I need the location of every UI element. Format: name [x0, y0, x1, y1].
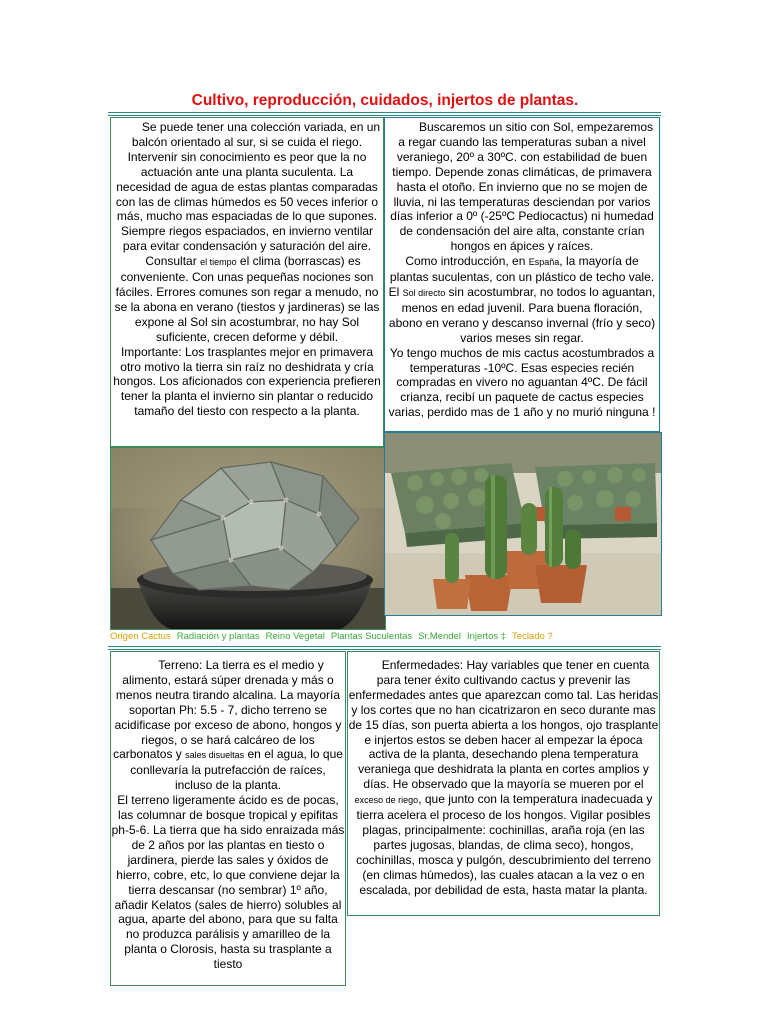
- link-radiacion-plantas[interactable]: Radiación y plantas: [176, 631, 260, 642]
- link-el-tiempo[interactable]: el tiempo: [200, 257, 237, 268]
- divider-top: [108, 112, 661, 113]
- right-paragraph-2: [386, 254, 658, 345]
- link-plantas-suculentas[interactable]: Plantas Suculentas: [330, 631, 413, 642]
- left-paragraph-1: Se puede tener una colección variada, en un balcón orientado al sur, si se cuida el riego. Intervenir sin conocimiento es peor que la no actuación ante una planta suculenta. La necesidad de agua de estas plantas comparadas con las de climas húmedos es 50 veces inferior o más, mucho mas espaciadas de lo que supones. Siempre riegos espaciados, en invierno ventilar para evitar condensación y saturación del aire.: [115, 120, 381, 254]
- page-title: Cultivo, reproducción, cuidados, injertos de plantas.: [191, 92, 579, 109]
- divider-bottom: [108, 646, 661, 647]
- link-exceso-de-riego[interactable]: exceso de riego: [354, 795, 419, 806]
- terreno-paragraph-1-text-a: Terreno: La tierra es el medio y alimento, estará súper drenada y más o menos neutra tirando alcalina. La mayoría soportan Ph: 5.5 - 7, dicho terreno se acidificase por exceso de abono, hongos y riegos, o se hará calcáreo de los carbonatos y: [113, 658, 342, 762]
- divider-bottom-inner: [108, 649, 661, 650]
- right-paragraph-3: Yo tengo muchos de mis cactus acostumbrados a temperaturas -10ºC. Esas especies recién compradas en vivero no aguantan 4ºC. De fácil crianza, recibí un paquete de cactus especies varias, perdido mas de 1 año y no murió ninguna !: [388, 345, 656, 420]
- terreno-cell: [110, 651, 346, 986]
- left-text-cell: [110, 117, 384, 447]
- enfermedades-paragraph-1-text-a: Enfermedades: Hay variables que tener en cuenta para tener éxito cultivando cactus y prevenir las enfermedades antes que aparezcan como tal. Las heridas y los cortes que no han cicatrizaron en seco durante mas de 15 días, son puerta abierta a los hongos, ojo trasplante e injertos estos se deben hacer al empezar la época activa de la planta, desechando plena temperatura veraniega que deshidrata la planta en cortes amplios y días. He observado que la mayoría se mueren por el: [348, 658, 659, 792]
- terreno-paragraph-1: [111, 658, 345, 793]
- link-reino-vegetal[interactable]: Reino Vegetal: [265, 631, 325, 642]
- link-sales-disueltas[interactable]: sales disueltas: [185, 750, 245, 761]
- right-paragraph-1: Buscaremos un sitio con Sol, empezaremos a regar cuando las temperaturas suban a nivel veraniego, 20º a 30ºC. con estabilidad de buen tiempo. Depende zonas climáticas, de primavera hasta el otoño. En invierno que no se mojen de lluvia, ni las temperaturas desciendan por varios días inferior a 0º (-25ºC Pediocactus) ni humedad de condensación del aire alta, constante crían hongos en ápices y raíces.: [390, 120, 654, 254]
- left-paragraph-2: [112, 254, 382, 344]
- link-origen-cactus[interactable]: Origen Cactus: [110, 631, 171, 642]
- left-paragraph-2-text-a: Consultar: [145, 254, 201, 269]
- link-espana[interactable]: España: [528, 257, 560, 268]
- enfermedades-cell: [347, 651, 660, 916]
- cactus-photo-left: [110, 447, 386, 630]
- divider-top-inner: [108, 115, 661, 116]
- cactus-trays-photo: [384, 432, 662, 616]
- terreno-paragraph-2: El terreno ligeramente ácido es de pocas, las columnar de bosque tropical y epifitas ph-5-6. La tierra que ha sido enraizada más de 2 años por las plantas en tiesto o jardinera, pierde las sales y óxidos de hierro, cobre, etc, lo que conviene dejar la tierra descansar (no sembrar) 1º año, añadir Kelatos (sales de hierro) solubles al agua, aparte del abono, para que su falta no produzca parálisis y amarilleo de la planta o Clorosis, hasta su trasplante a tiesto: [111, 793, 345, 972]
- right-paragraph-2-text-b: , la mayoría de plantas suculentas, con un plástico de techo vale. El: [388, 254, 655, 299]
- right-paragraph-2-text-c: sin acostumbrar, no todos lo aguantan, menos en edad juvenil. Para buena floración, abono en verano y descanso invernal (frío y seco) varios meses sin regar.: [388, 284, 656, 345]
- link-injertos[interactable]: Injertos ‡: [466, 631, 507, 642]
- link-teclado[interactable]: Teclado ?: [512, 631, 553, 642]
- link-sol-directo[interactable]: Sol directo: [402, 287, 446, 298]
- link-bar: [110, 631, 662, 642]
- right-paragraph-2-text-a: Como introducción, en: [405, 254, 529, 269]
- right-text-cell: [384, 117, 660, 432]
- terreno-paragraph-1-text-b: en el agua, lo que conllevaría la putrefacción de raíces, incluso de la planta.: [130, 747, 343, 793]
- enfermedades-paragraph-1: [348, 658, 659, 898]
- left-paragraph-3: Importante: Los trasplantes mejor en primavera otro motivo la tierra sin raíz no deshidrata y cría hongos. Los aficionados con experiencia prefieren tener la planta el invierno sin plantar o reducido tamaño del tiesto con respecto a la planta.: [113, 344, 381, 419]
- enfermedades-paragraph-1-text-b: , que junto con la temperatura inadecuada y tierra acelera el proceso de los hongos. Vigilar posibles plagas, principalmente: cochinillas, araña roja (en las partes jugosas, blandas, de clima seco), hongos, cochinillas, mosca y pulgón, descubrimiento del terreno (en climas húmedos), las cuales atacan a la vez o en escalada, por debilidad de esta, hasta matar la planta.: [356, 792, 653, 897]
- left-paragraph-2-text-b: el clima (borrascas) es conveniente. Con unas pequeñas nociones son fáciles. Errores comunes son regar a menudo, no se la abona en verano (tiestos y jardineras) se las expone al Sol sin acostumbrar, no hay Sol suficiente, crecen deforme y débil.: [114, 254, 380, 344]
- link-sr-mendel[interactable]: Sr.Mendel: [418, 631, 461, 642]
